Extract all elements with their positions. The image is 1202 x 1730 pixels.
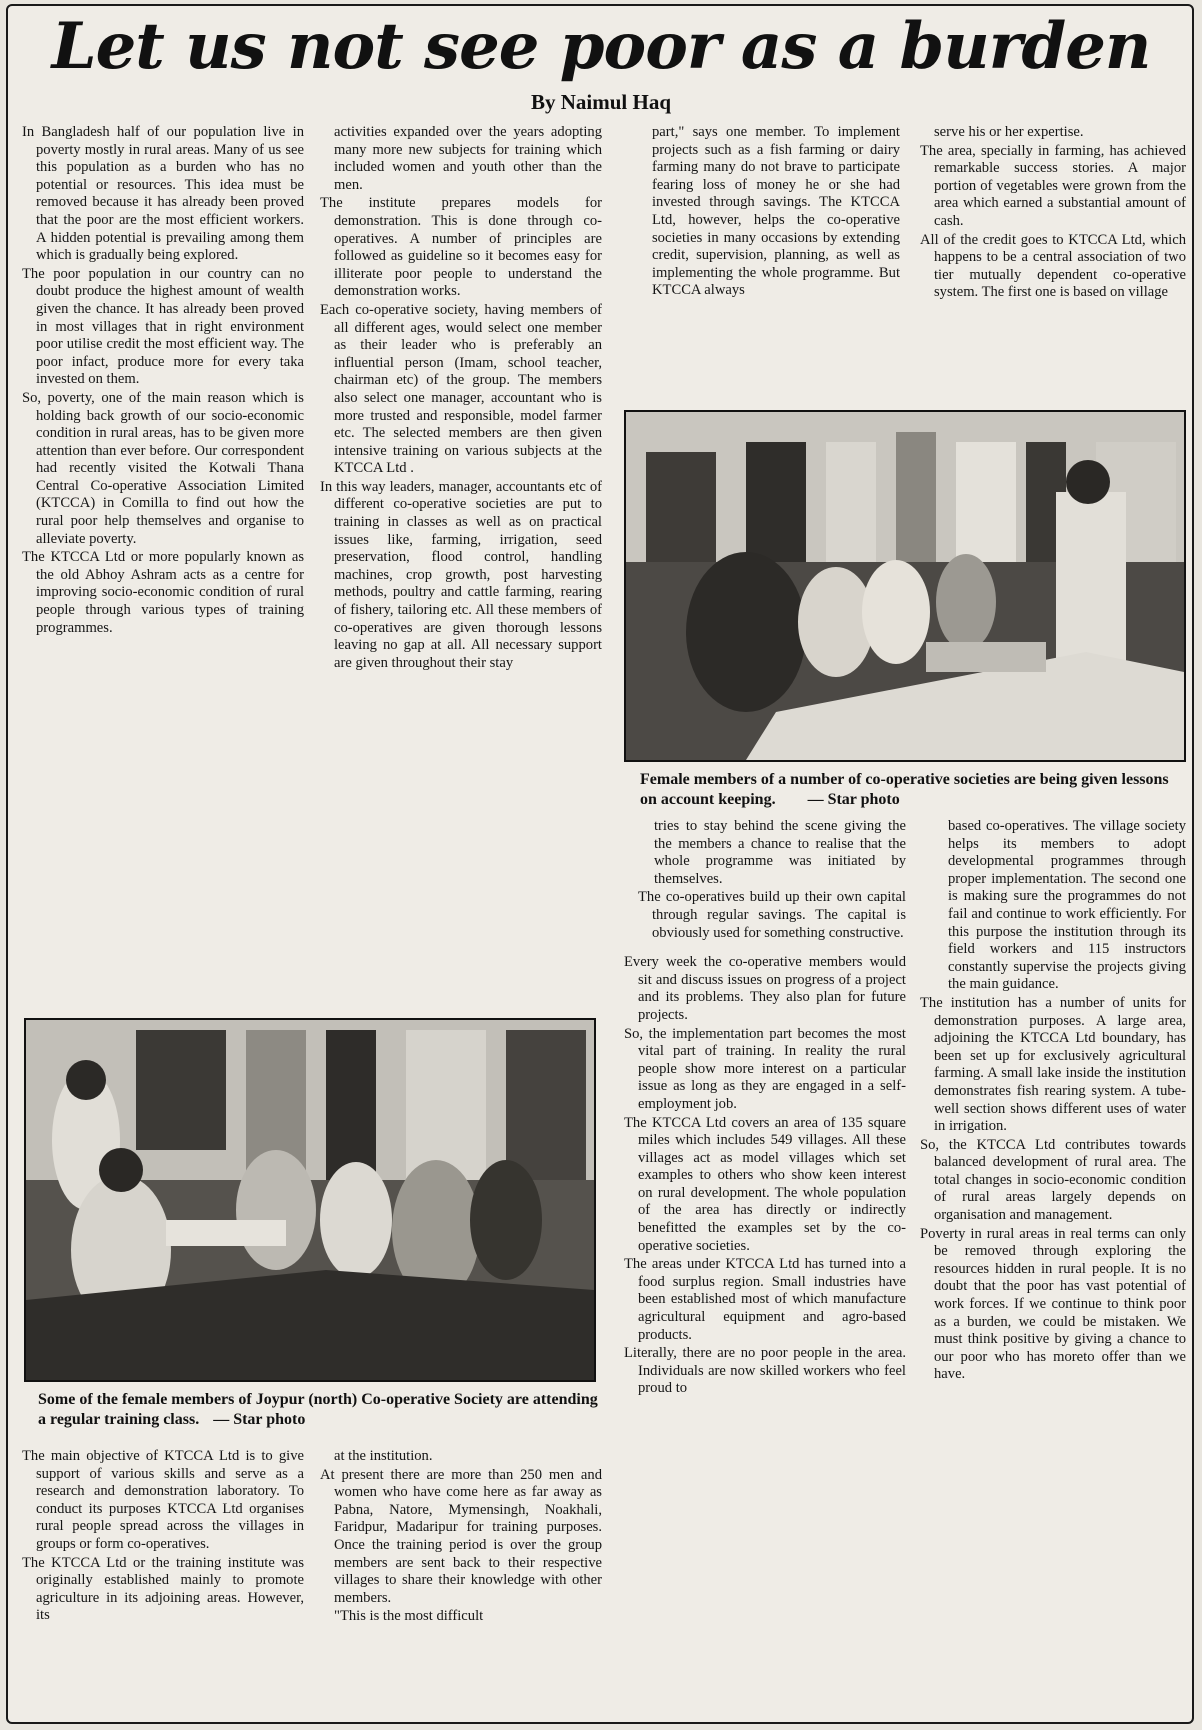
paragraph: at the institution.	[334, 1448, 433, 1464]
paragraph: The KTCCA Ltd or more popularly known as the old Abhoy Ashram acts as a centre for improving socio-economic condition of rural people through various types of training programmes.	[22, 549, 304, 636]
photo-account-keeping	[624, 410, 1186, 762]
caption-account-keeping	[640, 770, 1184, 810]
photo-credit: — Star photo	[807, 791, 900, 808]
paragraph: Each co-operative society, having members of all different ages, would select one member as their leader who is preferably an influential person (Imam, school teacher, chairman etc) of the group. The members also select one manager, accountant who is more trusted and responsible, model farmer etc. The selected members are then given intensive training on various subjects at the KTCCA Ltd .	[320, 301, 602, 477]
paragraph: The institute prepares models for demonstration. This is done through co-operatives. A number of principles are followed as guideline so it becomes easy for illiterate poor people to understand the demonstration works.	[320, 195, 602, 300]
column-4-bottom	[920, 818, 1186, 1718]
paragraph: Every week the co-operative members would sit and discuss issues on progress of a project and its problems. They also plan for future projects.	[624, 954, 906, 1023]
photo-training-class	[24, 1018, 596, 1382]
column-3-bottom	[624, 818, 906, 1718]
column-4-top	[920, 124, 1186, 398]
paragraph: Poverty in rural areas in real terms can only be removed through exploring the resources hidden in rural people. It is no doubt that the poor has vast potential of work forces. If we continue to think poor as a burden, we could be mistaken. We must think positive by giving a chance to our poor who has moreto offer than we have.	[920, 1225, 1186, 1383]
paragraph: part," says one member. To implement projects such as a fish farming or dairy farming many do not brave to participate fearing loss of money he or she had invested through savings. The KTCCA Ltd, however, helps the co-operative societies in many occasions by extending credit, supervision, planning, as well as implementing the whole programme. But KTCCA always	[652, 124, 900, 299]
paragraph: activities expanded over the years adopting many more new subjects for training which included women and youth other than the men.	[334, 124, 602, 193]
photo-image	[626, 412, 1184, 760]
paragraph: "This is the most difficult	[334, 1608, 484, 1625]
column-2-top	[320, 124, 602, 1004]
photo-image	[26, 1020, 594, 1380]
caption-text: Female members of a number of co-operative societies are being given lessons on account keeping.	[640, 771, 1169, 808]
column-1-bottom	[22, 1448, 304, 1722]
column-1-top	[22, 124, 304, 1004]
column-3-top	[638, 124, 900, 398]
paragraph: All of the credit goes to KTCCA Ltd, which happens to be a central association of two tier mutually dependent co-operative system. The first one is based on village	[920, 231, 1186, 301]
paragraph: At present there are more than 250 men and women who have come here as far away as Pabna, Natore, Mymensingh, Noakhali, Faridpur, Madaripur for training purposes. Once the training period is over the group members are sent back to their respective villages to share their knowledge with other members.	[320, 1466, 602, 1606]
column-2-bottom	[320, 1448, 602, 1722]
paragraph: The main objective of KTCCA Ltd is to give support of various skills and serve as a research and demonstration laboratory. To conduct its purposes KTCCA Ltd organises rural people spread across the villages in groups or form co-operatives.	[22, 1448, 304, 1552]
byline: By Naimul Haq	[530, 90, 672, 114]
paragraph: So, poverty, one of the main reason which is holding back growth of our socio-economic condition in rural areas, has to be given more attention than ever before. Our correspondent had recently visited the Kotwali Thana Central Co-operative Association Limited (KTCCA) in Comilla to find out how the rural poor help themselves and organise to alleviate poverty.	[22, 389, 304, 547]
caption-text: Some of the female members of Joypur (north) Co-operative Society are attending a regular training class.	[38, 1391, 598, 1428]
paragraph: In Bangladesh half of our population live in poverty mostly in rural areas. Many of us see this population as a burden who has no potential or resources. This idea must be removed because it has already been proved that the poor are the most efficient workers. A hidden potential is prevailing among them which is gradually being explored.	[22, 124, 304, 264]
paragraph: serve his or her expertise.	[934, 124, 1084, 140]
paragraph: The KTCCA Ltd covers an area of 135 square miles which includes 549 villages. All these villages act as model villages which set examples to others who show keen interest on rural development. The whole population of the area has directly or indirectly benefitted the examples set by the co-operative societies.	[624, 1114, 906, 1254]
paragraph: The area, specially in farming, has achieved remarkable success stories. A major portion of vegetables were grown from the area which earned a substantial amount of cash.	[920, 142, 1186, 229]
paragraph: tries to stay behind the scene giving the the members a chance to realise that the whole programme was initiated by themselves.	[654, 818, 906, 887]
paragraph: The KTCCA Ltd or the training institute was originally established mainly to promote agriculture in its adjoining areas. However, its	[22, 1554, 304, 1624]
paragraph: In this way leaders, manager, accountants etc of different co-operative societies are put to training in classes as well as on practical issues like, farming, irrigation, seed preservation, flood control, handling machines, crop growth, post harvesting methods, poultry and cattle farming, rearing of fishery, tailoring etc. All these members of co-operatives are given thorough lessons leaving no gap at all. All necessary support are given throughout their stay	[320, 478, 602, 671]
headline: Let us not see poor as a burden	[51, 9, 1151, 84]
photo-credit: — Star photo	[213, 1411, 306, 1428]
paragraph: The poor population in our country can no doubt produce the highest amount of wealth given the chance. It has already been proved in most villages that in right environment poor utilise credit the most efficient way. The poor infact, produce more for every taka invested on them.	[22, 265, 304, 388]
paragraph: So, the KTCCA Ltd contributes towards balanced development of rural area. The total changes in socio-economic condition of rural areas largely depends on organisation and management.	[920, 1136, 1186, 1224]
newspaper-clipping	[6, 4, 1194, 1724]
paragraph: Literally, there are no poor people in the area. Individuals are now skilled workers who feel proud to	[624, 1345, 906, 1397]
paragraph: The institution has a number of units for demonstration purposes. A large area, adjoining the KTCCA Ltd boundary, has been set up for exclusively agricultural farming. A small lake inside the institution demonstrates fish rearing system. A tube-well section shows different uses of water in irrigation.	[920, 994, 1186, 1135]
paragraph: So, the implementation part becomes the most vital part of training. In reality the rural people show more interest on a particular issue as long as they are engaged in a self-employment job.	[624, 1025, 906, 1112]
caption-training-class	[38, 1390, 608, 1430]
paragraph: The areas under KTCCA Ltd has turned into a food surplus region. Small industries have been established most of which manufacture agricultural equipment and agro-based products.	[624, 1256, 906, 1343]
paragraph: The co-operatives build up their own capital through regular savings. The capital is obviously used for something constructive.	[638, 889, 906, 941]
paragraph: based co-operatives. The village society helps its members to adopt developmental programmes through proper implementation. The second one is making sure the programmes do not fail and continue to work efficiently. For this purpose the institution through its field workers and 115 instructors constantly supervise the projects giving the main guidance.	[948, 818, 1186, 993]
